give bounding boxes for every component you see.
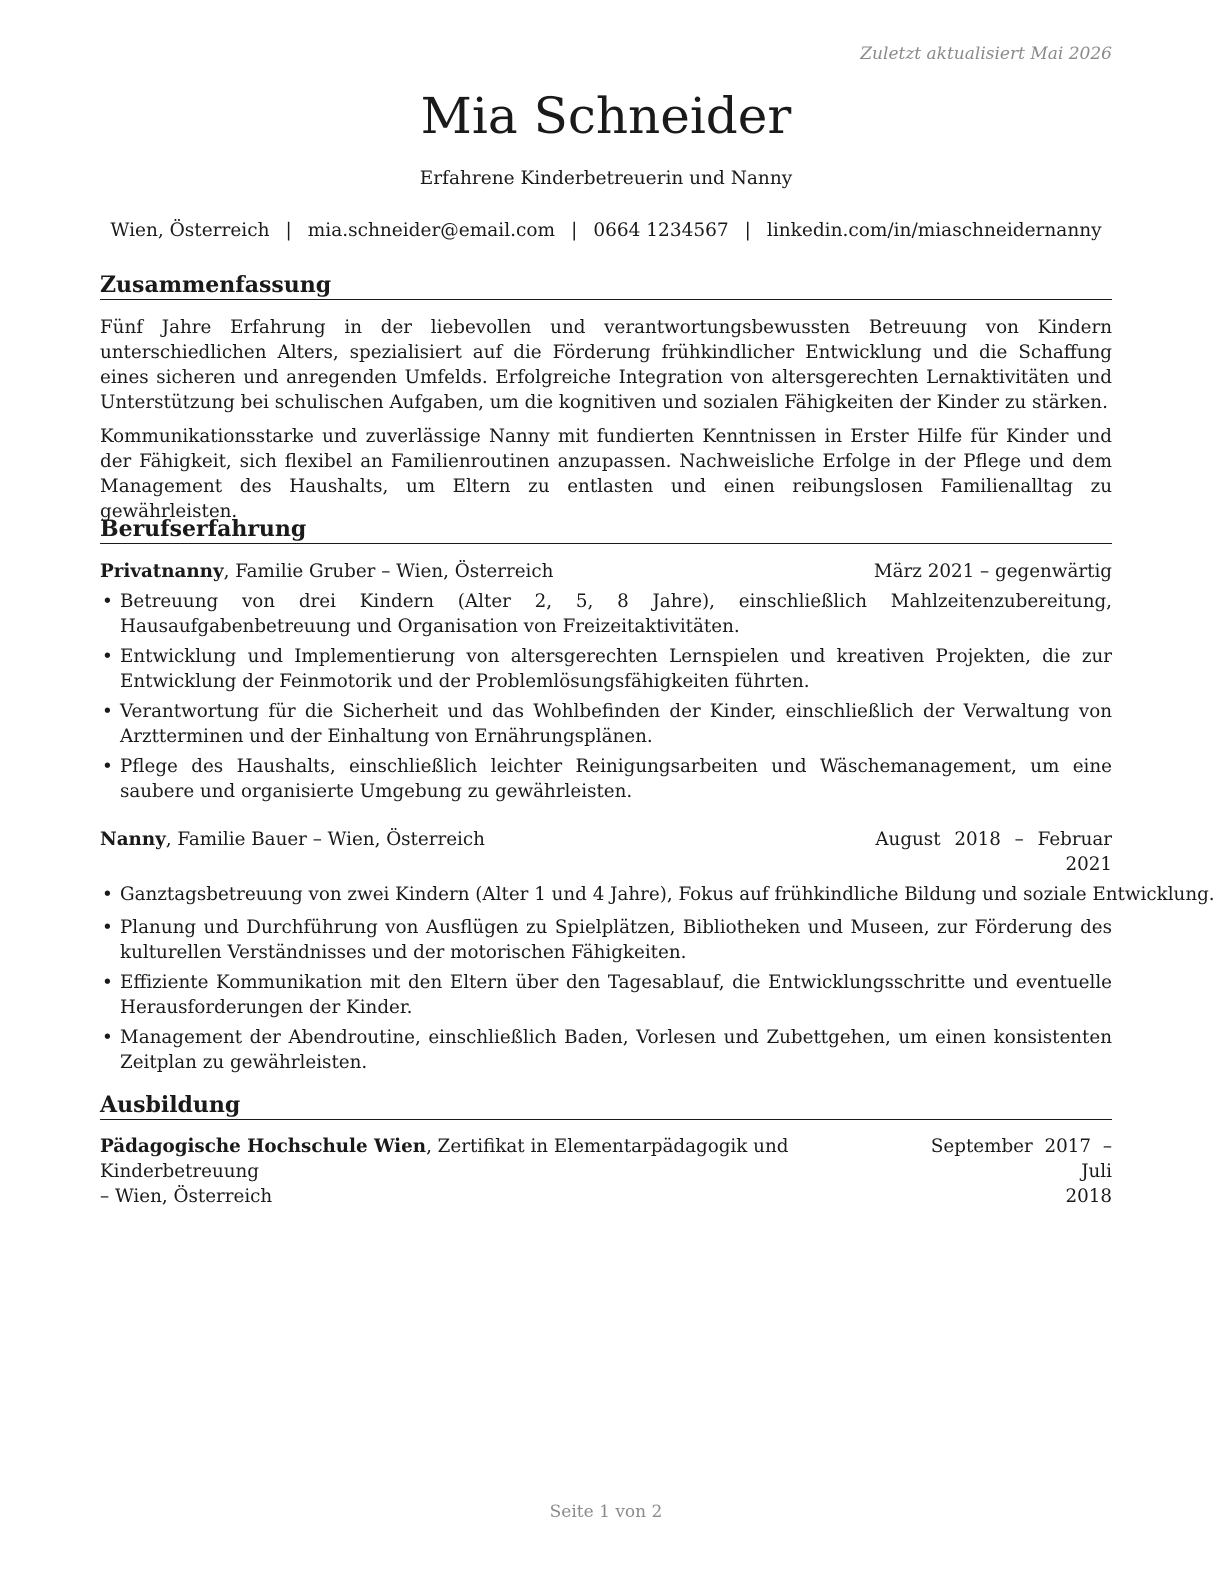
contact-location: Wien, Österreich bbox=[110, 220, 270, 241]
job-bullet: • Ganztagsbetreuung von zwei Kindern (Alter 1 und 4 Jahre), Fokus auf frühkindliche Bildung und soziale Entwicklung. bbox=[100, 882, 1112, 907]
education-section bbox=[100, 1091, 1112, 1209]
education-line bbox=[100, 1134, 902, 1184]
job-bullet: • Betreuung von drei Kindern (Alter 2, 5, 8 Jahre), einschließlich Mahlzeitenzubereitung, Hausaufgabenbetreuung und Organisation von Freizeitaktivitäten. bbox=[100, 589, 1112, 639]
job-employer: , Familie Bauer – Wien, Österreich bbox=[165, 829, 485, 850]
job-bullet: • Pflege des Haushalts, einschließlich leichter Reinigungsarbeiten und Wäschemanagement, um eine saubere und organisierte Umgebung zu gewährleisten. bbox=[100, 754, 1112, 804]
education-institution: Pädagogische Hochschule Wien bbox=[100, 1136, 427, 1157]
education-dates-line: 2018 bbox=[1065, 1186, 1112, 1207]
contact-line bbox=[100, 219, 1112, 243]
summary-paragraph: Kommunikationsstarke und zuverlässige Nanny mit fundierten Kenntnissen in Erster Hilfe für Kinder und der Fähigkeit, sich flexibel an Familienroutinen anzupassen. Nachweisliche Erfolge in der Pflege und dem Management des Haushalts, um Eltern zu entlasten und einen reibungslosen Familienalltag zu gewährleisten. bbox=[100, 426, 1112, 522]
job-dates: März 2021 – gegenwärtig bbox=[873, 561, 1112, 582]
candidate-name: Mia Schneider bbox=[420, 87, 792, 145]
job-bullet-list bbox=[100, 589, 1112, 804]
contact-phone[interactable]: 0664 1234567 bbox=[593, 220, 729, 241]
education-location: – Wien, Österreich bbox=[100, 1186, 273, 1207]
last-updated-note: Zuletzt aktualisiert Mai 2026 bbox=[860, 44, 1112, 64]
summary-section bbox=[100, 271, 1112, 524]
contact-separator: | bbox=[571, 220, 578, 241]
job-bullet: • Effiziente Kommunikation mit den Eltern über den Tagesablauf, die Entwicklungsschritte und eventuelle Herausforderungen der Kinder. bbox=[100, 970, 1112, 1020]
contact-email[interactable]: mia.schneider@email.com bbox=[307, 220, 556, 241]
summary-heading: Zusammenfassung bbox=[100, 271, 1112, 300]
education-details bbox=[100, 1134, 902, 1209]
job-bullet: • Verantwortung für die Sicherheit und das Wohlbefinden der Kinder, einschließlich der Verwaltung von Arztterminen und der Einhaltung von Ernährungsplänen. bbox=[100, 699, 1112, 749]
experience-heading: Berufserfahrung bbox=[100, 515, 1112, 544]
job-bullet: • Planung und Durchführung von Ausflügen zu Spielplätzen, Bibliotheken und Museen, zur Förderung des kulturellen Verständnisses und der motorischen Fähigkeiten. bbox=[100, 915, 1112, 965]
contact-separator: | bbox=[285, 220, 292, 241]
education-entry bbox=[100, 1134, 1112, 1209]
education-dates bbox=[902, 1134, 1112, 1209]
job-bullet: • Management der Abendroutine, einschließlich Baden, Vorlesen und Zubettgehen, um einen konsistenten Zeitplan zu gewährleisten. bbox=[100, 1025, 1112, 1075]
contact-linkedin[interactable]: linkedin.com/in/miaschneidernanny bbox=[766, 220, 1102, 241]
candidate-tagline: Erfahrene Kinderbetreuerin und Nanny bbox=[419, 168, 793, 189]
job-dates-line: 2021 bbox=[1065, 854, 1112, 875]
education-degree: , Zertifikat in Elementarpädagogik und Kinderbetreuung bbox=[100, 1136, 789, 1182]
resume-page bbox=[100, 0, 1215, 1584]
job-role bbox=[100, 559, 553, 584]
job-role bbox=[100, 827, 485, 877]
education-heading: Ausbildung bbox=[100, 1091, 1112, 1120]
job-header bbox=[100, 827, 1112, 877]
education-dates-line: September 2017 – Juli bbox=[930, 1136, 1112, 1182]
job-entry bbox=[100, 559, 1112, 804]
summary-paragraph: Fünf Jahre Erfahrung in der liebevollen und verantwortungsbewussten Betreuung von Kindern unterschiedlichen Alters, spezialisiert auf die Förderung frühkindlicher Entwicklung und die Schaffung eines sicheren und anregenden Umfelds. Erfolgreiche Integration von altersgerechten Lernaktivitäten und Unterstützung bei schulischen Aufgaben, um die kognitiven und sozialen Fähigkeiten der Kinder zu stärken. bbox=[100, 317, 1112, 413]
job-title: Nanny bbox=[100, 829, 166, 850]
job-entry bbox=[100, 827, 1215, 1075]
job-dates-line: August 2018 – Februar bbox=[875, 829, 1112, 850]
page-number: Seite 1 von 2 bbox=[549, 1502, 663, 1522]
job-header bbox=[100, 559, 1112, 584]
experience-section bbox=[100, 515, 1215, 1075]
job-bullet-list bbox=[100, 882, 1215, 1075]
contact-separator: | bbox=[744, 220, 751, 241]
job-dates bbox=[875, 827, 1112, 877]
job-bullet: • Entwicklung und Implementierung von altersgerechten Lernspielen und kreativen Projekten, die zur Entwicklung der Feinmotorik und der Problemlösungsfähigkeiten führten. bbox=[100, 644, 1112, 694]
job-title: Privatnanny bbox=[100, 561, 224, 582]
job-employer: , Familie Gruber – Wien, Österreich bbox=[223, 561, 554, 582]
